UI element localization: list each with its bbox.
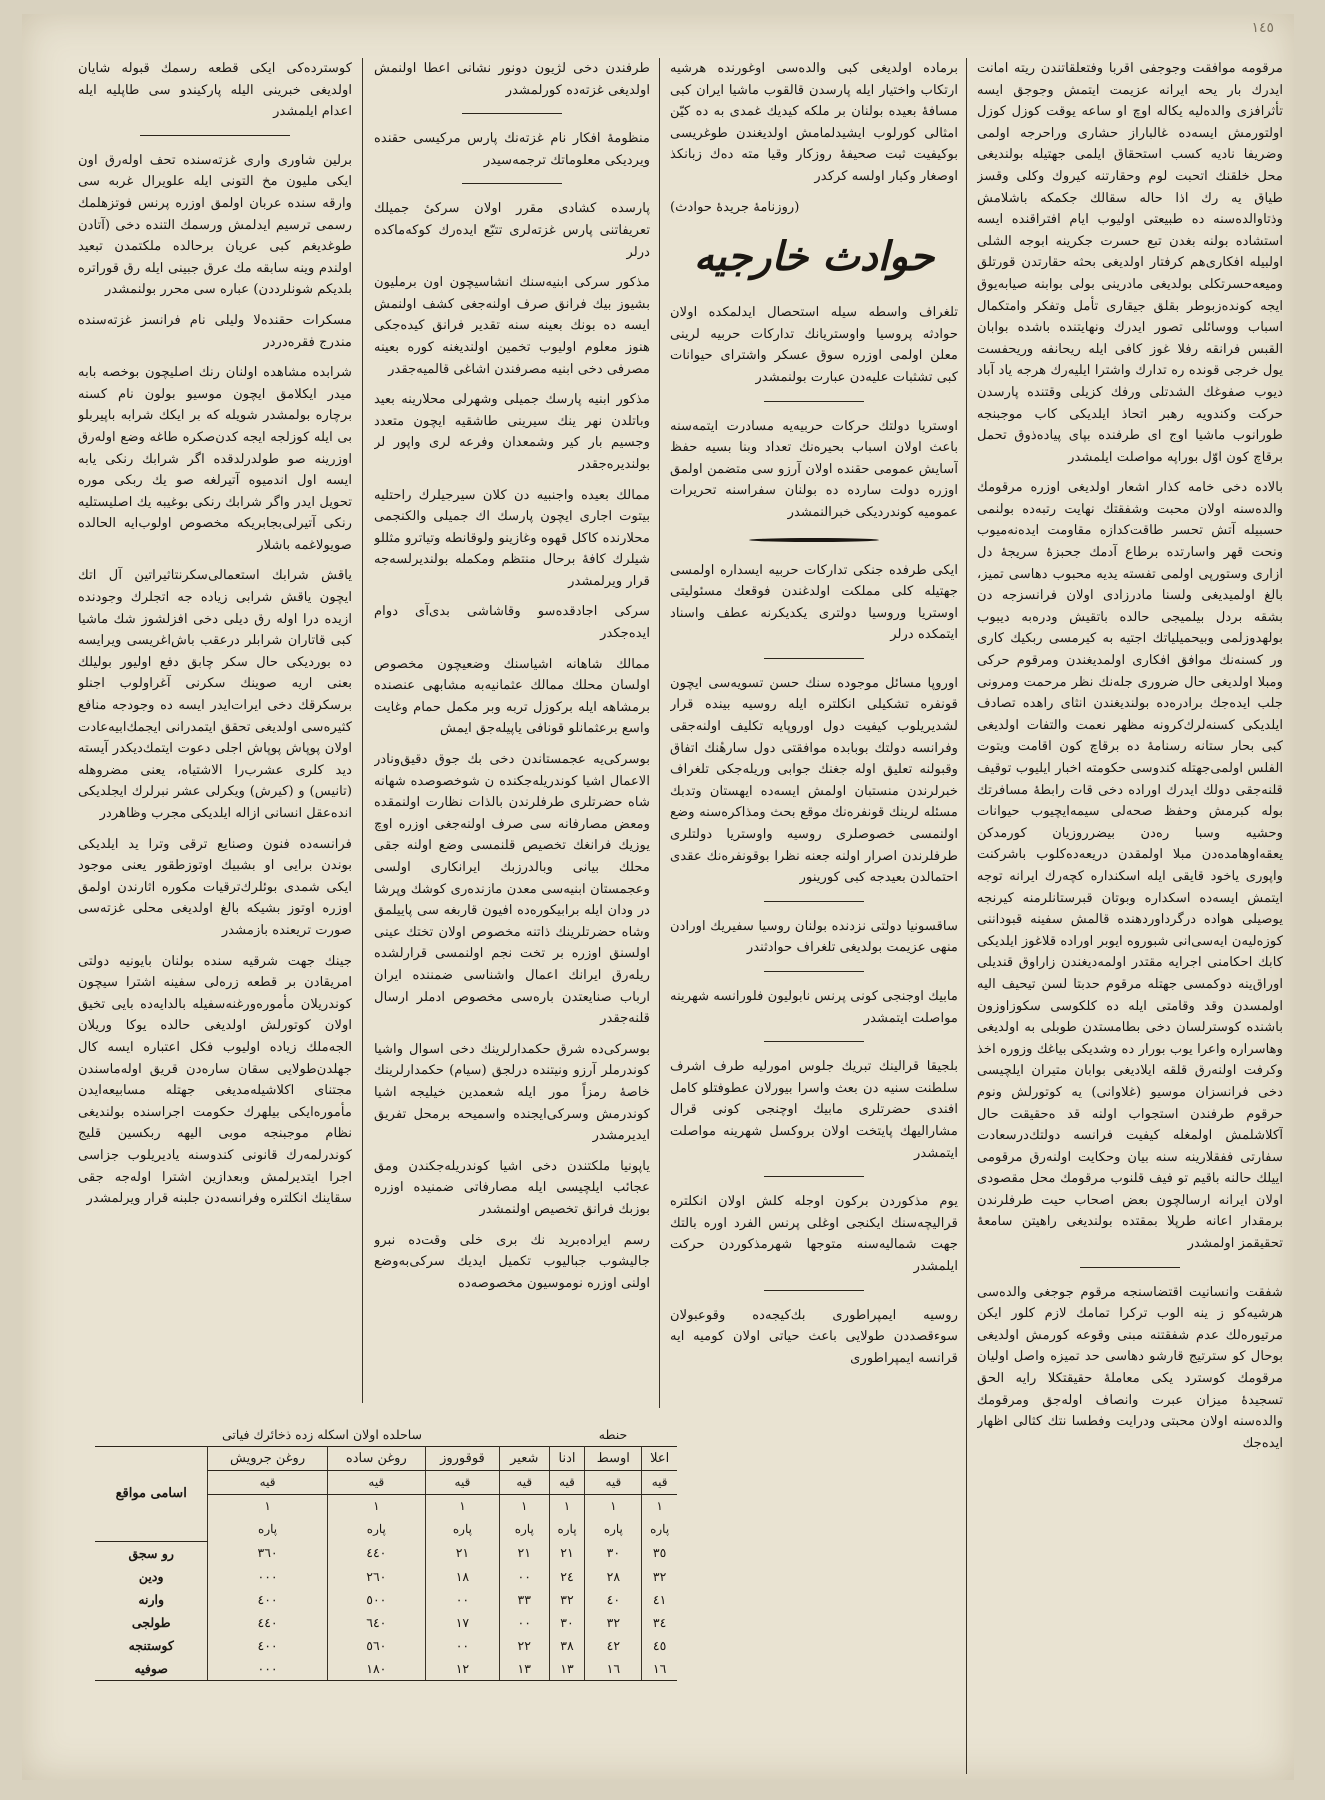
divider xyxy=(764,1176,864,1177)
table-cell: ٣٢ xyxy=(549,1588,585,1611)
article-paragraph: شرابده مشاهده اولنان رنك اصلیچون بوخصه بابه میدر ایكلامق ایچون موسیو بولون نام كسنه برچاره بولمشدر شویله كه بر ایكك شرابه باپیربلو بی ایله كوزلجه ایجه كدن‌صكره طاغه وضع اوله‌رق اوزرینه صو طولدرلدقده اگر شرابك رنكی یابه ایسه اول اندمیوه آتیرلغه صو یك ربكی موره تحویل ایدر واگر شرابك رنكی بوغیبه یك اصلیستلیه رنكی آتیرلی‌بجابریكه مخصوص اولوب‌ایه الحالده صویولاغمه باشلار xyxy=(78,365,352,553)
article-paragraph: تلغراف واسطه سیله استحصال ایدلمكده اولان حوادثه پروسیا واوستریانك تداركات حربیه لرینی معلن اولمی اوزره سوق عسكر واشترای حیوانات كبی تشثبات علیه‌دن عبارت بولنمشدر xyxy=(670,305,958,385)
article-paragraph: مابیك اوجنجی كونی پرنس نابولیون فلورانسه شهرینه مواصلت ایتمشدر xyxy=(670,989,958,1026)
table-cell: ٣٦٠ xyxy=(208,1541,327,1565)
unit-count: ١ xyxy=(549,1495,585,1519)
table-cell: ٢١ xyxy=(425,1541,499,1565)
place-name: صوفیه xyxy=(95,1657,208,1681)
column-divider xyxy=(659,58,660,1408)
table-cell: ٤٥ xyxy=(642,1634,677,1657)
table-cell: ١٨ xyxy=(425,1565,499,1588)
table-row xyxy=(95,1588,677,1611)
article-paragraph: برلین شاوری واری غزته‌سنده تحف اوله‌رق اون ایكی ملیون مخ التونی ایله علویرال غربه سی وارقه سنده عربان اولمق اوزره پرنس فوتزهلمك رسمی ترسیم ایدلمش ورسمك التنده دخی (آتادن طوغدیغم كبی عریان برحالده ملكتمدن تبعید اولندم وینه سابقه مك عرق جبینی ایله رق قوراتره بلدیكم شونلرددن) عباره سی محرر بولنمشدر xyxy=(78,152,352,298)
table-cell: ٤٠ xyxy=(585,1588,642,1611)
table-cell: ٠٠ xyxy=(499,1565,549,1588)
column-unit: قیه xyxy=(327,1471,425,1495)
article-paragraph: بلجیقا قرالینك تبریك جلوس امورلیه طرف اشرف سلطنت سنیه دن بعث واسرا بیورلان عطوفتلو كامل افندی حضرتلری مابیك اوچنجی كونی قرال مشارالیهك پایتخت اولان بروكسل شهرینه مواصلت ایتمشدر xyxy=(670,1059,958,1161)
currency-label: پاره xyxy=(327,1518,425,1541)
article-paragraph: ياقش شرابك استعمالی‌سكرنتاثیراتین آل اتك ایچون یاقش شرابی زیاده جه اتجلرك وجودنده ازیده درا اوله رق دیلی دخی افزلشوز شك ماشیا كبی قاتاران شرابلر درعقب باش‌اغریسی ویرایسه ده بوردیكی حال سكر چابق دفع اوليور بولیلك بعنی اریه صوینك سكرنی آغراولوب اجنلو برسكرقك دخی ایرات‌ایدر ایسه ده وجودجه منافع كثیره‌سی اولدیغی تحقق ایتمدرانی ایجمك‌ابیه‌عادت اولان پوپاش پوپاش اجلی دعوت ایتمك‌دیكدر آیسته دید كلری عشرب‌را الاشتیاه، یعنی مضروهله (تانیس) و (كیرش) ویكرلی عشر نبرلرك ایجلدیكی انده‌عقل انسانی ازاله ایلدیكی مجرب وظاهردر xyxy=(78,568,352,821)
table-cell: ٤٤٠ xyxy=(327,1541,425,1565)
unit-count: ١ xyxy=(642,1495,677,1519)
article-paragraph: یاپونیا ملكتندن دخی اشیا كوندریله‌جكندن ومق عجائب ایلچیسی ایله مصارفاتی ضمنیده اوزره بوزبك فرانق تخصیص اولنمشدر xyxy=(374,1158,650,1217)
column-1 xyxy=(977,58,1283,1774)
divider xyxy=(764,1290,864,1291)
table-cell: ٠٠٠ xyxy=(208,1657,327,1681)
column-unit: قیه xyxy=(549,1471,585,1495)
table-hint: حنطه xyxy=(598,1427,628,1442)
ornament-divider xyxy=(670,534,958,544)
article-paragraph: یوم مذكوردن بركون اوجله كلش اولان انكلتره قرالیچه‌سنك ایكنجی اوغلی پرنس الفرد اوره بالتك جهت شمالیه‌سنه متوجها شهرمذكوردن حركت ایلمشدر xyxy=(670,1194,958,1274)
unit-count: ١ xyxy=(208,1495,327,1519)
article-paragraph: طرفندن دخی لژیون دونور نشانی اعطا اولنمش اولدیغی غزته‌ده كورلمشدر xyxy=(374,61,650,98)
article-paragraph: پارسده كشادی مقرر اولان سركیٔ جمیلك تعریفاتنی پارس غزته‌لری تتبّع ایده‌رك كوكه‌ماكده درلر xyxy=(374,201,650,260)
divider xyxy=(764,901,864,902)
unit-count: ١ xyxy=(585,1495,642,1519)
column-header: روغن جرویش xyxy=(208,1447,327,1471)
table-row xyxy=(95,1611,677,1634)
table-cell: ٤٢ xyxy=(585,1634,642,1657)
currency-label: پاره xyxy=(549,1518,585,1541)
currency-label: پاره xyxy=(208,1518,327,1541)
place-name: كوستنجه xyxy=(128,1637,174,1653)
table-cell: ٣٠ xyxy=(549,1611,585,1634)
table-cell: ٠٠ xyxy=(425,1634,499,1657)
row-header: اسامی مواقع xyxy=(95,1447,208,1542)
table-cell: ٢٤ xyxy=(549,1565,585,1588)
section-masthead xyxy=(670,230,958,284)
article-paragraph: مسكرات حقنده‌لا ولیلی نام فرانسز غزته‌سنده مندرج فقره‌دردر xyxy=(78,312,352,350)
table-cell: ٢١ xyxy=(499,1541,549,1565)
table-cell: ١٦ xyxy=(642,1657,677,1681)
table-cell: ٤٠٠ xyxy=(208,1634,327,1657)
column-unit: قیه xyxy=(208,1471,327,1495)
table-cell: ٢٦٠ xyxy=(327,1565,425,1588)
table-row xyxy=(95,1541,677,1565)
divider xyxy=(462,113,562,114)
source-note: (روزنامهٔ جریدهٔ حوادث) xyxy=(670,199,800,215)
price-table xyxy=(95,1423,677,1681)
column-header: قوقوروز xyxy=(425,1447,499,1471)
article-paragraph: سركی اجادقده‌سو وقاشاشی بدی‌آی دوام ایده‌جكدر xyxy=(374,604,650,642)
article-paragraph: اوروپا مسائل موجوده سنك حسن تسویه‌سی ایچون قونفره تشكیلی انكلتره ایله روسیه بینده قرار لشدیریلوب كیفیت دول اوروپایه تكلیف اولنه‌جقی وفرانسه دولتك بوبابده موافقتی دول سارهٔنك اتفاق وقبولنه تعلیق اوله جغنك جوابی وریله‌جكی تلغراف خبرلرندن منستبان اولمش ایسه‌ده ایهستان وتدبك مسئله لرینك قونفره‌نك موقع بحث ومذاكره‌سنه وضع اولنمسی خصوصلری روسیه واوستریا دولتلری طرفلرندن اصرار اولنه جعنه نظرا بوقونفره‌نك عقدی احتمالدن بعیدجه كبی كورینور xyxy=(670,675,958,886)
table-cell: ١٧ xyxy=(425,1611,499,1634)
divider xyxy=(764,401,864,402)
page-number: ١٤٥ xyxy=(1251,20,1274,36)
table-cell: ٣٥ xyxy=(642,1541,677,1565)
place-name: طولجی xyxy=(131,1614,171,1630)
place-name: ودین xyxy=(138,1568,164,1584)
table-cell: ٣٢ xyxy=(642,1565,677,1588)
article-paragraph: ممالك بعیده واجنبیه دن كلان سیرجیلرك راحتلیه بیتوت اجاری ایچون پارسك اك جمیلی والكنجمی محلارنده كاكل قهوه وغازینو ولوقانطه وتیاترو مثللو شیلرك كافهٔ برحال منتظم ومكمله بولندیرلسه‌جه قرار ویرلمشدر xyxy=(374,487,650,589)
grain-price-table xyxy=(95,1423,677,1681)
table-cell: ٢٢ xyxy=(499,1634,549,1657)
divider xyxy=(140,135,290,136)
table-cell: ٤٤٠ xyxy=(208,1611,327,1634)
article-paragraph: شفقت وانسانیت اقتضاسنجه مرقوم جوجغی والده‌سی هرشیه‌كو ز ینه الوب تركرا تمامك لازم كلور ایكن مرتیوره‌لك عدم شفقتنه مبنی وقوعه كورمش اولدیغی بوحال كو سترتیج قارشو دهاسی حد تمیزه واصل اولیان مرقومك كوسترد یكی معاملهٔ حقیقتكلا رایه الحق تسجیدهٔ میزان عبرت وانصاف اوله‌جق ومرقومك والده‌سنه اولان محبتی ودرایت وفطسا نتك كثالی اظهار ایده‌جك xyxy=(977,1284,1283,1451)
divider xyxy=(462,183,562,184)
article-paragraph: رسم ایراده‌برید نك بری خلی وقت‌ده نبرو جالیشوب جبالیوب تكمیل ایدیك سركی‌به‌وضع اولنی اوزره نوموسیون مخصوصه‌ده xyxy=(374,1232,650,1291)
column-unit: قیه xyxy=(499,1471,549,1495)
table-cell: ٦٤٠ xyxy=(327,1611,425,1634)
table-cell: ١٨٠ xyxy=(327,1657,425,1681)
article-paragraph: بوسركی‌یه عجمستاندن دخی بك جوق دقیق‌ونادر الاعمال اشیا كوندریله‌جكنده ن شوخصوصده شهانه شاه حضرتلری طرفلرندن بالذات نظارت اولنمقده ومعض مصارفانه سی صرف اولنه‌جغی اوزره اوچ یوزیك فرانغك تخصیص قلنمسی وضع اولنه جقی محلك بیانی وبالدرزبك ایرانكاری اولسی وعجمستان ابنیه‌سی معدن مازنده‌ری كوشك وپرشا در ودان ایله برابیكوره‌ده افیون قاربغه سی پاییلمق وشاه حضرتلرینك ذاتنه مخصوص اولان تختك عینی اولسنق اوزره بر تخت نجم اولنمسی قرارلشده ریله‌رق ایرانك اعمال واشناسی ضمننده ایران ارباب صنایعتدن باره‌سی مخصوص ادملر ارسال قلنه‌جقدر xyxy=(374,752,650,1027)
table-cell: ٠٠٠ xyxy=(208,1565,327,1588)
table-cell: ١٢ xyxy=(425,1657,499,1681)
column-divider xyxy=(362,58,363,1403)
table-cell: ٢٨ xyxy=(585,1565,642,1588)
divider xyxy=(764,971,864,972)
table-cell: ٠٠ xyxy=(499,1611,549,1634)
divider xyxy=(1080,1267,1180,1268)
column-divider xyxy=(966,58,967,1774)
article-paragraph: بالاده دخی خامه كذار اشعار اولدیغی اوزره مرقومك والده‌سنه اولان محبت وشفقتك نهایت رتبه‌ده بولنمی حسبیله آتش تحسر طاقت‌كدازه مقاومت ایده‌نه‌میوب ونحت قهر واسارتده برطاع آدمك جحبزهٔ سریجهٔ دل ازاری وستورپی اولمی تفسته یدیه محبوب دهاسی تمیز، بالغ اولمیدیغی ولسنا مادرزادی اولان فرانسزجه دن بشقه بردل بیلمیجی حالده باتقیش ودره‌به دیبوب بولهدوزلمی وبیحمیلیاتك اجتیه به كیرمسی ربكیك كاری ور كسنه‌نك موافق افكاری اولمدیغندن ومرقوم حركی ومبلا اولدیغی حال ضروری جله‌نك نظر مرحمت ومرونی جلب ایده‌جك برادره‌ده بولندیغندن انثای راهده تصادف ایلدیكی كسنه‌لرك‌كرونه مظهر نعمت والتفات اولدیغی كبی بحار ستانه رسنامهٔ ده برقاچ كون اقامت ویتوت الفلس اولمی‌جهتله كندوسی حكومته اخبار ایلیوب توقیف قلنه‌جقی دولك ایدرك اوراده دخی قات رابطهٔ مسافرتك بوله كبرمش وحفظ صحه‌لی سیمه‌ایچیوب حیوانات وحشیه وسبا ره‌دن بیضرروزیان كورمدكن یعقه‌اوهامده‌دن مبلا اولمقدن دریعه‌ده‌كلوب باشركنت واپوری یاخود قایقی ایله اسكنداره كچه‌رك ایرانه توجه ایتمش ایسه‌ده اسكداره وبوتان قبرستانلرمنه كیرنجه یوصیلی هواده درگرداوردهنده قالمش سفینه قبوداننی كوزه‌لیه‌ن ایه‌سی‌انی شبوروه ایوبر اوراده قلاغوز ایلدیكی كابك احكامنی اجرایه مقتدر اولمه‌دیغندن زاراوق قندیلی اوراق‌ینه دوكمسی جهتله مرقوم حدبتا لسن تیحیف الیه اولمسدن وقد وقامتی ایله ده كلكوسی سكوزاوزون باشنده كوسترلسان دخی بطامستدن طوبلی به اولدیغی وهاسراره واعرا یوب بورار ده وشدیكی بیاغك وزوره اخذ وكرفت اولنه‌رق قلقه ایلادیغی بوابان متیران ایلچیسی دخی فرانسزان موسیو (غلاوانی) یه كوتورلش ونوم حرقوم طرفندن استجواب اولنه قد ه‌حقیقت حال آكلاشلمش اولمغله كیفیت فرانسه دولتك‌درسعادت سفارتی ففقلارینه سنه بیان وحكایت اولنه‌رق مرقومی اییلك حالنه باقیم تو فیف قلنوب مرقومك محل مقصودی اولان ایرانه ارسالچون بعض اصحاب حیت طرفلرندن برمقدار اعانه طرپلا بمقتده بولندیغی راهیتن سامعهٔ تحقیقمز اولمشدر xyxy=(977,480,1283,1252)
table-cell: ٥٠٠ xyxy=(327,1588,425,1611)
column-3 xyxy=(374,58,650,1403)
column-unit: قیه xyxy=(585,1471,642,1495)
table-cell: ٤١ xyxy=(642,1588,677,1611)
table-cell: ٠٠ xyxy=(425,1588,499,1611)
article-paragraph: منظومهٔ افكار نام غزته‌نك پارس مركیسی حقنده ویردیكی معلوماتك ترجمه‌سیدر xyxy=(374,131,650,168)
article-paragraph: برماده اولدیغی كبی والده‌سی اوغورنده هرشیه ارتكاب واختیار ایله پارسدن قالقوب ماشیا ایران كبی مسافهٔ بعیده بولنان بر ملكه كیدیك غمدی به ده كیّن امثالی كورلوب ایشیدلمامش اولدیغندن طوغریسی بوكیفیت ثبت صحیفهٔ روزكار وقیا مته ده‌ك زبانكذ اوصغار وكبار اولسه كركدر xyxy=(670,61,958,184)
table-cell: ١٦ xyxy=(585,1657,642,1681)
unit-count: ١ xyxy=(499,1495,549,1519)
article-paragraph: ایكی طرفده جنكی تداركات حربیه ایسداره اولمسی جهتیله كلی مملكت اولدغندن فوقعك مسئولیتی اوستریا وروسیا دولتری یكدیكرنه عطف واسناد ایتمكده درلر xyxy=(670,562,958,643)
article-paragraph: ممالك شاهانه اشیاسنك وضعیچون مخصوص اولسان محلك ممالك عثمانیه‌به مشابهی عنصنده برمشاهه ایله بركوزل تربه وبر مكمل حمام وغایت واسع برعثمانلو قونافی یاپیله‌جق ایمش xyxy=(374,656,650,737)
unit-count: ١ xyxy=(425,1495,499,1519)
table-title: ساحلده اولان اسكله زده ذخائرك فیاتی xyxy=(222,1427,423,1442)
column-4 xyxy=(78,58,352,1403)
divider xyxy=(764,658,864,659)
table-cell: ٣٢ xyxy=(585,1611,642,1634)
table-cell: ٣٨ xyxy=(549,1634,585,1657)
table-cell: ١٣ xyxy=(499,1657,549,1681)
place-name: رو سجق xyxy=(128,1545,174,1561)
currency-label: پاره xyxy=(499,1518,549,1541)
column-header: ادنا xyxy=(549,1447,585,1471)
article-paragraph: روسیه ایمپراطوری بك‌كیجه‌ده وقوعبولان سوءقصددن طولایی باعث حیاتی اولان كومیه ایه قرانسه ایمپراطوری xyxy=(670,1307,958,1366)
place-name: وارنه xyxy=(138,1591,165,1607)
column-header: شعیر xyxy=(499,1447,549,1471)
currency-label: پاره xyxy=(425,1518,499,1541)
table-cell: ١٣ xyxy=(549,1657,585,1681)
article-paragraph: جینك جهت شرقیه سنده بولنان بایونیه دولتی امریقادن بر قطعه زره‌لی سفینه اشترا سیچون كوندریلان مأموره‌ورغنه‌سفیله بالدایه‌ده بایی تخیق اولان كوتورلش اولدیغی حالده یوكا وریلان الجه‌ملك زیاده اولیوب فكل اعتباره ایسه كال جهلدن‌طولایی سقان ساره‌دن قریق اوله‌ماسندن مجتنای اكلاشیله‌مدیغی جهتله مسابیعه‌ایدن مأموره‌ایكی بیلهرك حكومت اجراسنده بولندیغی نظام موجبنجه موبی الیهه ربكسین قلیج كوندرلمه‌رك قانونی كندوسنه یادیریلوب جزاسی اجرا ایتدیرلمش وبعدازین اشترا اوله‌جه جقی سقاینك انكلتره وفرانسه‌دن جلبنه قرار ویرلمشدر xyxy=(78,953,352,1207)
newspaper-page xyxy=(22,14,1294,1780)
column-unit: قیه xyxy=(642,1471,677,1495)
table-cell: ٣٣ xyxy=(499,1588,549,1611)
article-paragraph: فرانسه‌ده فنون وصنایع ترقی وترا ید ایلدیكی بوندن برایی او بشبیك اوتوزطقور یعنی موجود ایكی شمدی بوئلرك‌ترقیات مكوره اثارندن اولمق اوزره اوتوز بشیكه بالغ اولدیغی محلی غزته‌سی صورت تریعنده بازمشدر xyxy=(78,836,352,938)
table-cell: ٣٠ xyxy=(585,1541,642,1565)
table-row xyxy=(95,1634,677,1657)
table-cell: ٢١ xyxy=(549,1541,585,1565)
column-2 xyxy=(670,58,958,1774)
article-paragraph: مرقومه موافقت وجوجفی اقربا وفتعلقاتندن ریته امانت ایدرك بار یحه ایرانه عزیمت ایتمش وجوجق ایسه تأثرافزی والده‌لیه یكاله اوچ او ساعه یوقت كوزل كوزل اولتورمش ایسه‌ده غالباراز حشاری وراحرجه اولمی وضریفا نادیه كسب استحقاق ایلمی جهتیله بولندیغی محل خلقنك اتحبت لوم وحقارتنه كیروك وكلی وقسز طیاق یه رك اذا حاله سقالك جكمكه باشلامش وذتاوالده‌سنه ده طبیعتی اولیوب ایام افتراقنده ایسه استشاده بولنه بغدن تبع حسرت جكرینه ابوجه الشلی اولبیله افكاری‌هم كرفتار اولدیغی بحثه حقارتدن قورتلق ومیعه‌حسرتكلی بولدیغی مادرینی بولی بوابنه صیابه‌یوق ایجه كونده‌زبوطر بقلق جیقاری تأمل وتفكر وامتكمال اسباب ووسائلی تصور ایدرك ونهایتنده باشده بوابان القبس فرانقه رفلا غوز كافی ایله ریحانفه وریحفست یول خرجی قونده ره تدارك واشترا ایلیه‌رك هرجه یاد آباد دیوب صفوغك الشدتلی ورفك كزیلی وقتنده پارسدن حركت وكندویه رهبر اتحاذ ایلدیكی كاب موجبنجه طورانوب ماشیا اوج ای طرفنده بپای پیاده‌ذوق تحمل برقاچ كون اوّل بوراپه مواصلت ایلمشدر xyxy=(977,61,1283,465)
column-header: روغن ساده xyxy=(327,1447,425,1471)
article-paragraph: مذكور ابنیه پارسك جمیلی وشهرلی محلارینه بعید وباتلدن نهر ینك سیرینی طاشقیه ایچون متعدد وجسیم بار كیر وشمعدان وفرعه لری واپور لر بولندیره‌جقدر xyxy=(374,392,650,472)
table-row xyxy=(95,1565,677,1588)
currency-label: پاره xyxy=(585,1518,642,1541)
article-paragraph: بوسركی‌ده شرق حكمدارلرینك دخی اسوال واشیا كوندرملر آرزو ونیتنده درلجق (سیام) حكمدارلرینك خاصهٔ رمزاً مور ایله شعمدین خیلیجه اشیا كوندرمش وسركی‌ایجنده واسمیحه برمحل تفریق ایدیرمشدر xyxy=(374,1041,650,1144)
article-paragraph: كوسترده‌كی ایكی قطعه رسمك قبوله شایان اولدیغی خبرینی الیله پاركیندو سی طاپلیه ایله اعدام ایلمشدر xyxy=(78,61,352,120)
table-cell: ٣٤ xyxy=(642,1611,677,1634)
article-paragraph: مذكور سركی ابنیه‌سنك انشاسیچون اون برملیون بشیوز بیك فرانق صرف اولنه‌جغی كشف اولنمش ایسه ده بونك بعینه سنه تقدیر فرانق كیده‌جكی هنوز معلوم اولیوب تخمین اولندیغنه كوره بعینه مصرفی دخی ابنیه مصرفندن اشاغی قالمیه‌جقدر xyxy=(374,275,650,377)
table-cell: ٤٠٠ xyxy=(208,1588,327,1611)
table-cell: ٥٦٠ xyxy=(327,1634,425,1657)
unit-count: ١ xyxy=(327,1495,425,1519)
column-unit: قیه xyxy=(425,1471,499,1495)
section-title: حوادث خارجیه xyxy=(693,233,935,281)
article-paragraph: ساقسونیا دولتی نزدنده بولنان روسیا سفیریك اورادن منهی عزیمت بولدیغی تلغراف حوادثندر xyxy=(670,918,958,956)
currency-label: پاره xyxy=(642,1518,677,1541)
column-header: اوسط xyxy=(585,1447,642,1471)
table-row xyxy=(95,1657,677,1681)
column-header: اعلا xyxy=(642,1447,677,1471)
divider xyxy=(764,1041,864,1042)
article-paragraph: اوستریا دولتك حركات حربیه‌یه مسادرت ایتمه‌سنه باعث اولان اسباب بحیره‌نك تعداد وبنا بسیه حفظ آسایش عمومی حقنده اولان آرزو سی متضمن اولمق اوزره دولت سارده ده بولنان سفراسنه تحریرات عمومیه كوندردیكی خبرالنمشدر xyxy=(670,418,958,520)
